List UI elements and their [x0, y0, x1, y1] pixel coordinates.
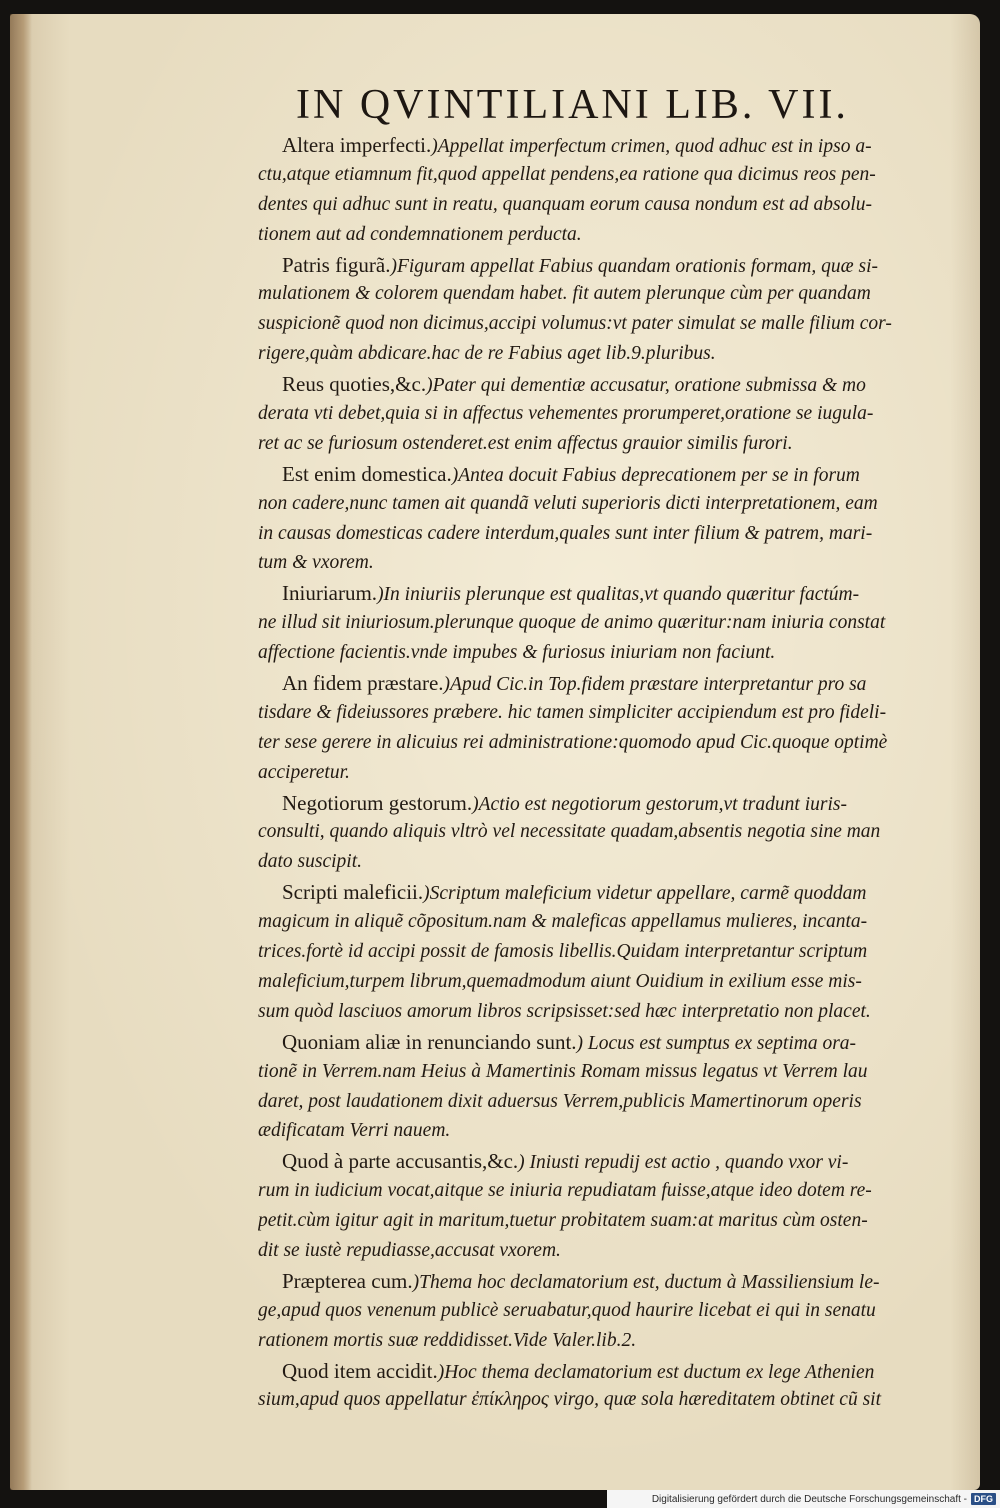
commentary: dato suscipit. [258, 851, 363, 873]
text-line [258, 817, 966, 847]
text-line [258, 519, 966, 549]
commentary: trices.fortè id accipi possit de famosis libellis.Quidam interpretantur scriptum [258, 941, 868, 963]
commentary: magicum in aliquẽ cõpositum.nam & maleficas appellamus mulieres, incanta- [258, 911, 868, 933]
commentary: dit se iustè repudiasse,accusat vxorem. [258, 1239, 561, 1261]
commentary: )Hoc thema declamatorium est ductum ex lege Athenien [437, 1361, 875, 1383]
binding-edge [10, 14, 32, 1490]
entry-first-line [258, 578, 966, 608]
entry-first-line [258, 369, 966, 399]
commentary: daret, post laudationem dixit aduersus Verrem,publicis Mamertinorum operis [258, 1090, 862, 1112]
commentary: tionẽ in Verrem.nam Heius à Mamertinis Romam missus legatus vt Verrem lau [258, 1060, 868, 1082]
running-head: IN QVINTILIANI LIB. VII. [296, 82, 849, 128]
commentary: mulationem & colorem quendam habet. fit autem plerunque cùm per quandam [258, 283, 871, 305]
footer-text: Digitalisierung gefördert durch die Deutsche Forschungsgemeinschaft - [651, 1493, 967, 1505]
commentary: tum & vxorem. [258, 552, 374, 574]
entry-first-line [258, 130, 966, 160]
commentary: affectione facientis.vnde impubes & furiosus iniuriam non faciunt. [258, 642, 776, 664]
text-line [258, 608, 966, 638]
commentary: )Actio est negotiorum gestorum,vt tradunt iuris- [472, 793, 847, 815]
text-line [258, 399, 966, 429]
entry-first-line [258, 1027, 966, 1057]
commentary: ret ac se furiosum ostenderet.est enim affectus grauior similis furori. [258, 432, 793, 454]
text-line [258, 1206, 966, 1236]
text-line [258, 1116, 966, 1146]
lemma: Patris figurã. [282, 252, 391, 277]
lemma: An fidem præstare. [282, 671, 444, 696]
commentary: ter sese gerere in alicuius rei administratione:quomodo apud Cic.quoque optimè [258, 731, 888, 753]
commentary: maleficium,turpem librum,quemadmodum aiunt Ouidium in exilium esse mis- [258, 970, 862, 992]
text-line [258, 758, 966, 788]
text-line [258, 907, 966, 937]
digitization-footer [607, 1490, 1000, 1508]
commentary: )Scriptum maleficium videtur appellare, carmẽ quoddam [423, 883, 867, 905]
text-line [258, 638, 966, 668]
commentary: )Apud Cic.in Top.fidem præstare interpretantur pro sa [443, 674, 867, 696]
commentary: ) Iniusti repudij est actio , quando vxor vi- [518, 1152, 849, 1174]
text-line [258, 1087, 966, 1117]
lemma: Altera imperfecti. [282, 133, 432, 157]
lemma: Quod à parte accusantis,&c. [282, 1149, 519, 1174]
text-line [258, 489, 966, 519]
commentary: sium,apud quos appellatur ἐπίκληρος virgo, quæ sola hæreditatem obtinet cũ sit [258, 1389, 882, 1411]
lemma: Negotiorum gestorum. [282, 790, 473, 815]
commentary: derata vti debet,quia si in affectus vehementes prorumperet,oratione se iugula- [258, 403, 874, 425]
text-line [258, 997, 966, 1027]
commentary: sum quòd lasciuos amorum libros scripsisset:sed hæc interpretatio non placet. [258, 1000, 871, 1022]
text-line [258, 847, 966, 877]
entry-first-line [258, 1146, 966, 1176]
entry-first-line [258, 1356, 966, 1386]
text-line [258, 698, 966, 728]
commentary: rigere,quàm abdicare.hac de re Fabius aget lib.9.pluribus. [258, 343, 716, 365]
commentary: )Pater qui dementiæ accusatur, oratione submissa & mo [426, 375, 866, 397]
text-line [258, 1236, 966, 1266]
text-line [258, 309, 966, 339]
entry-first-line [258, 877, 966, 907]
dfg-logo: DFG [971, 1493, 996, 1505]
commentary: ædificatam Verri nauem. [258, 1120, 451, 1142]
text-line [258, 967, 966, 997]
commentary: acciperetur. [258, 761, 350, 783]
text-line [258, 548, 966, 578]
commentary: rum in iudicium vocat,aitque se iniuria repudiatam fuisse,atque ideo dotem re- [258, 1180, 872, 1202]
commentary: )Antea docuit Fabius deprecationem per se in forum [451, 464, 860, 486]
text-line [258, 339, 966, 369]
text-line [258, 190, 966, 220]
entry-first-line [258, 668, 966, 698]
text-line [258, 1326, 966, 1356]
text-line [258, 160, 966, 190]
entry-first-line [258, 459, 966, 489]
commentary: tisdare & fideiussores præbere. hic tamen simpliciter accipiendum est pro fideli- [258, 701, 887, 723]
lemma: Scripti maleficii. [282, 880, 424, 905]
commentary: tionem aut ad condemnationem perducta. [258, 223, 582, 245]
commentary: ge,apud quos venenum publicè seruabatur,quod haurire licebat ei qui in senatu [258, 1299, 876, 1321]
lemma: Reus quoties,&c. [282, 372, 427, 397]
lemma: Præpterea cum. [282, 1268, 413, 1293]
text-line [258, 937, 966, 967]
commentary: non cadere,nunc tamen ait quandã veluti superioris dicti interpretationem, eam [258, 492, 878, 514]
commentary: consulti, quando aliquis vltrò vel necessitate quadam,absentis negotia sine man [258, 821, 881, 843]
text-line [258, 429, 966, 459]
lemma: Quoniam aliæ in renunciando sunt. [282, 1029, 577, 1054]
commentary: )Thema hoc declamatorium est, ductum à Massiliensium le- [412, 1271, 880, 1293]
text-line [258, 1385, 966, 1415]
commentary: in causas domesticas cadere interdum,quales sunt inter filium & patrem, mari- [258, 522, 873, 544]
text-line [258, 1057, 966, 1087]
lemma: Iniuriarum. [282, 581, 378, 606]
lemma: Quod item accidit. [282, 1358, 438, 1383]
commentary: )In iniuriis plerunque est qualitas,vt quando quæritur factúm- [377, 584, 860, 606]
text-line [258, 728, 966, 758]
text-line [258, 279, 966, 309]
entry-first-line [258, 250, 966, 280]
commentary: dentes qui adhuc sunt in reatu, quanquam eorum causa nondum est ad absolu- [258, 193, 873, 215]
commentary: rationem mortis suæ reddidisset.Vide Valer.lib.2. [258, 1329, 637, 1351]
commentary: )Appellat imperfectum crimen, quod adhuc est in ipso a- [431, 136, 872, 157]
commentary: )Figuram appellat Fabius quandam orationis formam, quæ si- [390, 255, 878, 277]
text-line [258, 1176, 966, 1206]
text-line [258, 220, 966, 250]
entry-first-line [258, 788, 966, 818]
commentary-text [258, 130, 966, 1415]
commentary: suspicionẽ quod non dicimus,accipi volumus:vt pater simulat se malle filium cor- [258, 313, 892, 335]
entry-first-line [258, 1266, 966, 1296]
commentary: ) Locus est sumptus ex septima ora- [576, 1032, 857, 1054]
text-line [258, 1296, 966, 1326]
commentary: petit.cùm igitur agit in maritum,tuetur probitatem suam:at maritus cùm osten- [258, 1210, 868, 1232]
lemma: Est enim domestica. [282, 461, 452, 486]
commentary: ne illud sit iniuriosum.plerunque quoque de animo quæritur:nam iniuria constat [258, 612, 886, 634]
commentary: ctu,atque etiamnum fit,quod appellat pendens,ea ratione qua dicimus reos pen- [258, 163, 876, 185]
